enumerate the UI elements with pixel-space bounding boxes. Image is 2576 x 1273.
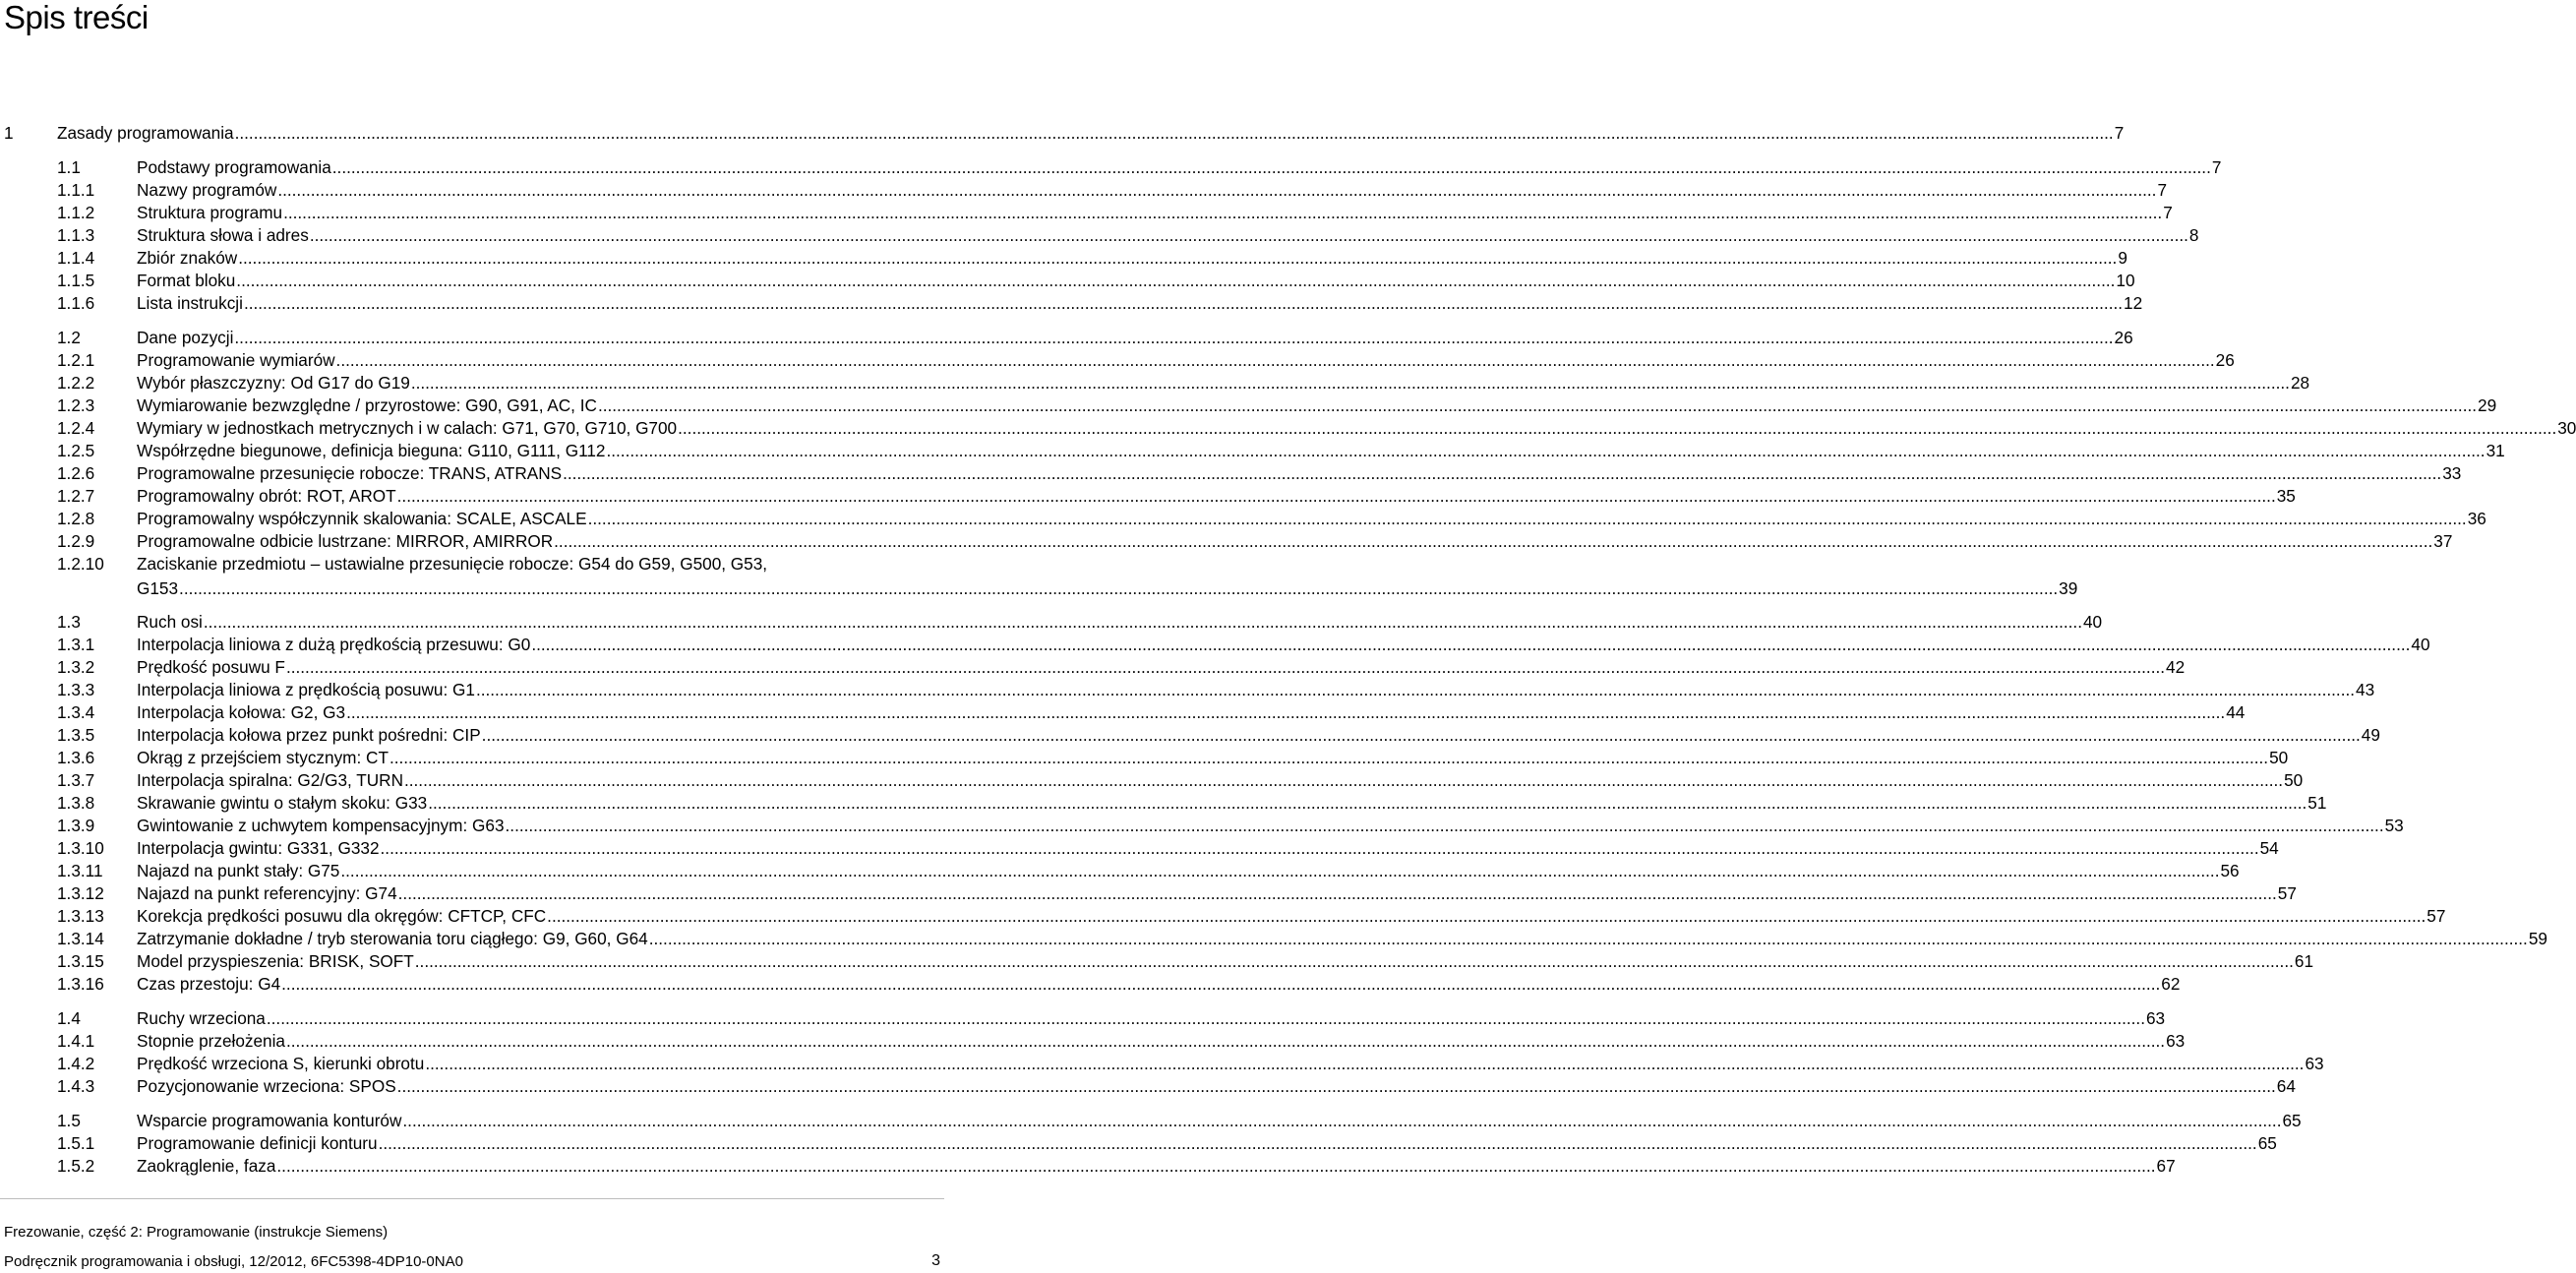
toc-entry-number: 1.3.6 bbox=[57, 748, 95, 767]
toc-entry-number: 1.3.16 bbox=[57, 974, 104, 994]
toc-entry-page: 7 bbox=[2157, 180, 2167, 200]
toc-entry-number: 1.3 bbox=[57, 612, 81, 632]
toc-entry-page: 40 bbox=[2411, 635, 2430, 654]
toc-entry-page: 37 bbox=[2433, 531, 2453, 551]
toc-entry[interactable] bbox=[0, 861, 2240, 882]
toc-entry[interactable] bbox=[0, 1133, 2277, 1155]
toc-entry-number: 1.2.10 bbox=[57, 554, 104, 574]
toc-entry-title: Zaokrąglenie, faza bbox=[137, 1156, 276, 1176]
toc-dot-leader: ................................................................................................................................................................................................................................................................................................................................................................................................................ bbox=[481, 725, 2361, 745]
toc-entry-number: 1.3.5 bbox=[57, 725, 95, 745]
toc-entry-page: 9 bbox=[2118, 248, 2127, 268]
toc-dot-leader: ................................................................................................................................................................................................................................................................................................................................................................................................................ bbox=[402, 1111, 2282, 1130]
toc-entry-page: 49 bbox=[2361, 725, 2380, 745]
toc-entry[interactable] bbox=[0, 418, 2576, 440]
toc-entry-page: 35 bbox=[2276, 486, 2296, 506]
toc-entry-number: 1.5.1 bbox=[57, 1133, 95, 1153]
toc-entry-number: 1.3.2 bbox=[57, 657, 95, 677]
toc-entry-number: 1.2.6 bbox=[57, 463, 95, 483]
toc-entry-title: Podstawy programowania bbox=[137, 157, 331, 177]
toc-entry-title: Zbiór znaków bbox=[137, 248, 238, 268]
toc-entry-title: Programowalne przesunięcie robocze: TRANS, ATRANS bbox=[137, 463, 563, 483]
toc-entry-title: Programowalne odbicie lustrzane: MIRROR, AMIRROR bbox=[137, 531, 554, 551]
toc-entry-page: 56 bbox=[2220, 861, 2240, 880]
toc-dot-leader: ................................................................................................................................................................................................................................................................................................................................................................................................................ bbox=[203, 612, 2082, 632]
toc-entry-number: 1.2.9 bbox=[57, 531, 95, 551]
toc-entry-title: Wymiary w jednostkach metrycznych i w calach: G71, G70, G710, G700 bbox=[137, 418, 678, 438]
toc-entry-page: 65 bbox=[2282, 1111, 2302, 1130]
toc-dot-leader: ................................................................................................................................................................................................................................................................................................................................................................................................................ bbox=[505, 816, 2384, 835]
toc-entry-page: 43 bbox=[2356, 680, 2375, 699]
footer-manual-title: Frezowanie, część 2: Programowanie (instrukcje Siemens) bbox=[4, 1224, 389, 1241]
toc-entry-page: 57 bbox=[2426, 906, 2446, 926]
toc-entry-page: 39 bbox=[2059, 578, 2078, 598]
toc-entry-number: 1.2.3 bbox=[57, 395, 95, 415]
toc-entry[interactable] bbox=[0, 554, 944, 576]
toc-entry-number: 1.4.2 bbox=[57, 1054, 95, 1073]
toc-entry-page: 44 bbox=[2226, 702, 2246, 722]
toc-dot-leader: ................................................................................................................................................................................................................................................................................................................................................................................................................ bbox=[428, 793, 2307, 813]
toc-entry-title: Interpolacja kołowa: G2, G3 bbox=[137, 702, 346, 722]
toc-entry-title: Interpolacja liniowa z prędkością posuwu: G1 bbox=[137, 680, 475, 699]
toc-entry-number: 1.3.15 bbox=[57, 951, 104, 971]
toc-entry-title: Wybór płaszczyzny: Od G17 do G19 bbox=[137, 373, 410, 393]
toc-entry-number: 1.3.7 bbox=[57, 770, 95, 790]
toc-entry-page: 61 bbox=[2294, 951, 2314, 971]
toc-entry-title: Najazd na punkt referencyjny: G74 bbox=[137, 883, 397, 903]
toc-entry-title: Dane pozycji bbox=[137, 328, 234, 347]
toc-entry-page: 8 bbox=[2188, 225, 2199, 245]
toc-entry-title: Zaciskanie przedmiotu – ustawialne przesunięcie robocze: G54 do G59, G500, G53, bbox=[137, 554, 768, 574]
toc-dot-leader: ................................................................................................................................................................................................................................................................................................................................................................................................................ bbox=[340, 861, 2220, 880]
toc-dot-leader: ................................................................................................................................................................................................................................................................................................................................................................................................................ bbox=[378, 1133, 2257, 1153]
toc-entry-page: 12 bbox=[2124, 293, 2143, 313]
toc-entry-title: Programowalny obrót: ROT, AROT bbox=[137, 486, 396, 506]
toc-dot-leader: ................................................................................................................................................................................................................................................................................................................................................................................................................ bbox=[285, 1031, 2166, 1051]
toc-entry-title: Ruch osi bbox=[137, 612, 203, 632]
toc-entry[interactable] bbox=[0, 350, 2235, 372]
toc-dot-leader: ................................................................................................................................................................................................................................................................................................................................................................................................................ bbox=[281, 974, 2161, 994]
toc-entry[interactable] bbox=[0, 509, 2486, 530]
toc-dot-leader: ................................................................................................................................................................................................................................................................................................................................................................................................................ bbox=[425, 1054, 2305, 1073]
toc-entry-number: 1.1.1 bbox=[57, 180, 95, 200]
toc-entry-page: 40 bbox=[2082, 612, 2103, 632]
toc-entry-title: Lista instrukcji bbox=[137, 293, 243, 313]
toc-entry-title: Prędkość wrzeciona S, kierunki obrotu bbox=[137, 1054, 425, 1073]
toc-entry[interactable] bbox=[0, 951, 2314, 973]
toc-entry-number: 1.2.4 bbox=[57, 418, 95, 438]
toc-dot-leader: ................................................................................................................................................................................................................................................................................................................................................................................................................ bbox=[266, 1008, 2145, 1028]
toc-dot-leader: ................................................................................................................................................................................................................................................................................................................................................................................................................ bbox=[380, 838, 2259, 858]
toc-entry-title: Struktura programu bbox=[137, 203, 283, 222]
toc-entry-title: Programowanie definicji konturu bbox=[137, 1133, 378, 1153]
toc-entry-page: 67 bbox=[2156, 1156, 2176, 1176]
toc-entry-page: 65 bbox=[2257, 1133, 2277, 1153]
toc-entry-number: 1.3.11 bbox=[57, 861, 103, 880]
toc-entry[interactable] bbox=[0, 816, 2404, 837]
toc-entry[interactable] bbox=[0, 157, 2222, 179]
toc-entry-page: 63 bbox=[2166, 1031, 2186, 1051]
toc-entry-title: Okrąg z przejściem stycznym: CT bbox=[137, 748, 389, 767]
toc-entry-title: Interpolacja spiralna: G2/G3, TURN bbox=[137, 770, 403, 790]
toc-entry[interactable] bbox=[0, 1054, 2324, 1075]
toc-dot-leader: ................................................................................................................................................................................................................................................................................................................................................................................................................ bbox=[678, 418, 2557, 438]
toc-entry-title: Wsparcie programowania konturów bbox=[137, 1111, 402, 1130]
toc-entry-title: Pozycjonowanie wrzeciona: SPOS bbox=[137, 1076, 396, 1096]
toc-dot-leader: ................................................................................................................................................................................................................................................................................................................................................................................................................ bbox=[276, 1156, 2156, 1176]
toc-entry[interactable] bbox=[0, 793, 2327, 815]
page-number: 3 bbox=[931, 1252, 940, 1269]
toc-entry[interactable] bbox=[0, 929, 2547, 950]
toc-entry-page: 30 bbox=[2557, 418, 2576, 438]
toc-dot-leader: ................................................................................................................................................................................................................................................................................................................................................................................................................ bbox=[335, 350, 2215, 370]
toc-entry[interactable] bbox=[0, 1008, 2166, 1030]
toc-entry-title: Gwintowanie z uchwytem kompensacyjnym: G63 bbox=[137, 816, 505, 835]
toc-entry-title: Ruchy wrzeciona bbox=[137, 1008, 266, 1028]
toc-entry-title: Format bloku bbox=[137, 271, 236, 290]
toc-entry-title-continued: G153 bbox=[137, 578, 179, 598]
toc-entry-title: Zatrzymanie dokładne / tryb sterowania toru ciągłego: G9, G60, G64 bbox=[137, 929, 648, 948]
toc-dot-leader: ................................................................................................................................................................................................................................................................................................................................................................................................................ bbox=[587, 509, 2467, 528]
toc-entry[interactable] bbox=[0, 123, 2125, 145]
toc-dot-leader: ................................................................................................................................................................................................................................................................................................................................................................................................................ bbox=[179, 578, 2059, 598]
toc-dot-leader: ................................................................................................................................................................................................................................................................................................................................................................................................................ bbox=[414, 951, 2294, 971]
toc-entry-page: 54 bbox=[2259, 838, 2279, 858]
toc-entry-page: 42 bbox=[2166, 657, 2186, 677]
toc-entry-page: 50 bbox=[2269, 748, 2289, 767]
toc-entry-title: Stopnie przełożenia bbox=[137, 1031, 285, 1051]
toc-entry-number: 1.5 bbox=[57, 1111, 81, 1130]
toc-entry[interactable] bbox=[0, 906, 2446, 928]
toc-entry-number: 1.4.3 bbox=[57, 1076, 95, 1096]
toc-entry-number: 1 bbox=[4, 123, 14, 143]
toc-dot-leader: ................................................................................................................................................................................................................................................................................................................................................................................................................ bbox=[389, 748, 2269, 767]
toc-entry-number: 1.4.1 bbox=[57, 1031, 95, 1051]
toc-entry-page: 62 bbox=[2161, 974, 2181, 994]
toc-dot-leader: ................................................................................................................................................................................................................................................................................................................................................................................................................ bbox=[234, 123, 2114, 143]
toc-entry[interactable] bbox=[0, 293, 2143, 315]
toc-entry-number: 1.1.4 bbox=[57, 248, 95, 268]
toc-entry-number: 1.2.7 bbox=[57, 486, 95, 506]
toc-dot-leader: ................................................................................................................................................................................................................................................................................................................................................................................................................ bbox=[397, 883, 2277, 903]
toc-entry-page: 63 bbox=[2145, 1008, 2166, 1028]
toc-entry-continuation[interactable] bbox=[137, 578, 2078, 600]
toc-entry-title: Nazwy programów bbox=[137, 180, 277, 200]
toc-dot-leader: ................................................................................................................................................................................................................................................................................................................................................................................................................ bbox=[277, 180, 2157, 200]
toc-dot-leader: ................................................................................................................................................................................................................................................................................................................................................................................................................ bbox=[563, 463, 2442, 483]
toc-entry[interactable] bbox=[0, 248, 2127, 270]
toc-entry-page: 31 bbox=[2486, 441, 2505, 460]
toc-dot-leader: ................................................................................................................................................................................................................................................................................................................................................................................................................ bbox=[309, 225, 2188, 245]
toc-dot-leader: ................................................................................................................................................................................................................................................................................................................................................................................................................ bbox=[606, 441, 2486, 460]
toc-entry[interactable] bbox=[0, 1111, 2302, 1132]
toc-entry[interactable] bbox=[0, 974, 2181, 996]
toc-dot-leader: ................................................................................................................................................................................................................................................................................................................................................................................................................ bbox=[331, 157, 2211, 177]
toc-entry-number: 1.1.3 bbox=[57, 225, 95, 245]
toc-entry[interactable] bbox=[0, 373, 2310, 394]
toc-entry-number: 1.3.3 bbox=[57, 680, 95, 699]
toc-entry-page: 57 bbox=[2277, 883, 2297, 903]
toc-entry[interactable] bbox=[0, 883, 2297, 905]
toc-entry[interactable] bbox=[0, 395, 2497, 417]
toc-entry-title: Interpolacja gwintu: G331, G332 bbox=[137, 838, 380, 858]
toc-entry[interactable] bbox=[0, 635, 2430, 656]
toc-entry-title: Programowalny współczynnik skalowania: SCALE, ASCALE bbox=[137, 509, 587, 528]
toc-dot-leader: ................................................................................................................................................................................................................................................................................................................................................................................................................ bbox=[597, 395, 2478, 415]
toc-entry-number: 1.1.5 bbox=[57, 271, 95, 290]
toc-entry-number: 1.1 bbox=[57, 157, 81, 177]
toc-entry-title: Korekcja prędkości posuwu dla okręgów: CFTCP, CFC bbox=[137, 906, 547, 926]
toc-entry-title: Model przyspieszenia: BRISK, SOFT bbox=[137, 951, 414, 971]
toc-entry-number: 1.2.1 bbox=[57, 350, 95, 370]
toc-dot-leader: ................................................................................................................................................................................................................................................................................................................................................................................................................ bbox=[531, 635, 2411, 654]
toc-entry-page: 63 bbox=[2305, 1054, 2324, 1073]
toc-entry-title: Najazd na punkt stały: G75 bbox=[137, 861, 340, 880]
toc-entry-number: 1.3.1 bbox=[57, 635, 95, 654]
toc-entry-number: 1.3.13 bbox=[57, 906, 104, 926]
toc-entry-title: Zasady programowania bbox=[57, 123, 234, 143]
toc-entry-page: 7 bbox=[2211, 157, 2222, 177]
toc-entry-title: Struktura słowa i adres bbox=[137, 225, 309, 245]
toc-dot-leader: ................................................................................................................................................................................................................................................................................................................................................................................................................ bbox=[648, 929, 2528, 948]
toc-entry[interactable] bbox=[0, 1076, 2296, 1098]
toc-entry-page: 26 bbox=[2215, 350, 2235, 370]
toc-dot-leader: ................................................................................................................................................................................................................................................................................................................................................................................................................ bbox=[234, 328, 2114, 347]
toc-entry-page: 51 bbox=[2307, 793, 2327, 813]
toc-entry-number: 1.3.4 bbox=[57, 702, 95, 722]
toc-entry-number: 1.4 bbox=[57, 1008, 81, 1028]
toc-entry-number: 1.2.8 bbox=[57, 509, 95, 528]
toc-entry[interactable] bbox=[0, 225, 2199, 247]
toc-entry-page: 64 bbox=[2276, 1076, 2296, 1096]
toc-entry[interactable] bbox=[0, 441, 2505, 462]
toc-entry[interactable] bbox=[0, 203, 2173, 224]
toc-entry-page: 50 bbox=[2284, 770, 2304, 790]
toc-entry[interactable] bbox=[0, 463, 2462, 485]
toc-entry[interactable] bbox=[0, 180, 2167, 202]
toc-entry-number: 1.3.8 bbox=[57, 793, 95, 813]
toc-entry[interactable] bbox=[0, 486, 2296, 508]
toc-entry-number: 1.1.2 bbox=[57, 203, 95, 222]
toc-entry-number: 1.3.14 bbox=[57, 929, 104, 948]
toc-entry-page: 53 bbox=[2384, 816, 2404, 835]
toc-entry-page: 33 bbox=[2442, 463, 2462, 483]
toc-entry-number: 1.2 bbox=[57, 328, 81, 347]
toc-entry-title: Czas przestoju: G4 bbox=[137, 974, 281, 994]
toc-entry-page: 26 bbox=[2114, 328, 2133, 347]
toc-entry-title: Skrawanie gwintu o stałym skoku: G33 bbox=[137, 793, 428, 813]
toc-entry-number: 1.2.5 bbox=[57, 441, 95, 460]
toc-dot-leader: ................................................................................................................................................................................................................................................................................................................................................................................................................ bbox=[403, 770, 2284, 790]
toc-entry-page: 10 bbox=[2116, 271, 2135, 290]
toc-entry[interactable] bbox=[0, 531, 2453, 553]
toc-entry-number: 1.5.2 bbox=[57, 1156, 95, 1176]
toc-entry-page: 28 bbox=[2290, 373, 2310, 393]
toc-entry-number: 1.3.12 bbox=[57, 883, 104, 903]
toc-entry[interactable] bbox=[0, 680, 2375, 701]
toc-dot-leader: ................................................................................................................................................................................................................................................................................................................................................................................................................ bbox=[410, 373, 2290, 393]
toc-entry[interactable] bbox=[0, 702, 2246, 724]
toc-entry-number: 1.3.9 bbox=[57, 816, 95, 835]
toc-dot-leader: ................................................................................................................................................................................................................................................................................................................................................................................................................ bbox=[243, 293, 2124, 313]
toc-entry[interactable] bbox=[0, 770, 2304, 792]
toc-entry-title: Interpolacja kołowa przez punkt pośredni: CIP bbox=[137, 725, 481, 745]
toc-dot-leader: ................................................................................................................................................................................................................................................................................................................................................................................................................ bbox=[283, 203, 2163, 222]
footer-divider bbox=[0, 1198, 944, 1199]
toc-entry-page: 59 bbox=[2528, 929, 2547, 948]
toc-entry[interactable] bbox=[0, 328, 2133, 349]
toc-dot-leader: ................................................................................................................................................................................................................................................................................................................................................................................................................ bbox=[285, 657, 2166, 677]
toc-dot-leader: ................................................................................................................................................................................................................................................................................................................................................................................................................ bbox=[238, 248, 2118, 268]
toc-entry[interactable] bbox=[0, 838, 2279, 860]
toc-entry-page: 7 bbox=[2163, 203, 2173, 222]
toc-dot-leader: ................................................................................................................................................................................................................................................................................................................................................................................................................ bbox=[396, 1076, 2276, 1096]
toc-dot-leader: ................................................................................................................................................................................................................................................................................................................................................................................................................ bbox=[547, 906, 2426, 926]
toc-entry[interactable] bbox=[0, 657, 2186, 679]
toc-entry-title: Programowanie wymiarów bbox=[137, 350, 335, 370]
toc-entry-page: 29 bbox=[2478, 395, 2497, 415]
toc-entry[interactable] bbox=[0, 1156, 2176, 1178]
page-title: Spis treści bbox=[4, 0, 149, 35]
toc-entry[interactable] bbox=[0, 612, 2103, 634]
toc-dot-leader: ................................................................................................................................................................................................................................................................................................................................................................................................................ bbox=[346, 702, 2226, 722]
toc-entry[interactable] bbox=[0, 1031, 2186, 1053]
toc-entry[interactable] bbox=[0, 271, 2135, 292]
toc-entry-number: 1.1.6 bbox=[57, 293, 95, 313]
toc-dot-leader: ................................................................................................................................................................................................................................................................................................................................................................................................................ bbox=[236, 271, 2116, 290]
toc-entry-page: 36 bbox=[2467, 509, 2486, 528]
toc-dot-leader: ................................................................................................................................................................................................................................................................................................................................................................................................................ bbox=[396, 486, 2276, 506]
toc-entry-title: Interpolacja liniowa z dużą prędkością przesuwu: G0 bbox=[137, 635, 531, 654]
toc-entry-number: 1.2.2 bbox=[57, 373, 95, 393]
toc-entry[interactable] bbox=[0, 748, 2289, 769]
toc-dot-leader: ................................................................................................................................................................................................................................................................................................................................................................................................................ bbox=[554, 531, 2433, 551]
toc-entry-title: Prędkość posuwu F bbox=[137, 657, 285, 677]
toc-entry-title: Współrzędne biegunowe, definicja bieguna: G110, G111, G112 bbox=[137, 441, 606, 460]
toc-entry-title: Wymiarowanie bezwzględne / przyrostowe: G90, G91, AC, IC bbox=[137, 395, 597, 415]
toc-entry-page: 7 bbox=[2114, 123, 2125, 143]
footer-manual-info: Podręcznik programowania i obsługi, 12/2012, 6FC5398-4DP10-0NA0 bbox=[4, 1253, 463, 1270]
toc-entry[interactable] bbox=[0, 725, 2380, 747]
toc-dot-leader: ................................................................................................................................................................................................................................................................................................................................................................................................................ bbox=[475, 680, 2356, 699]
toc-entry-number: 1.3.10 bbox=[57, 838, 104, 858]
